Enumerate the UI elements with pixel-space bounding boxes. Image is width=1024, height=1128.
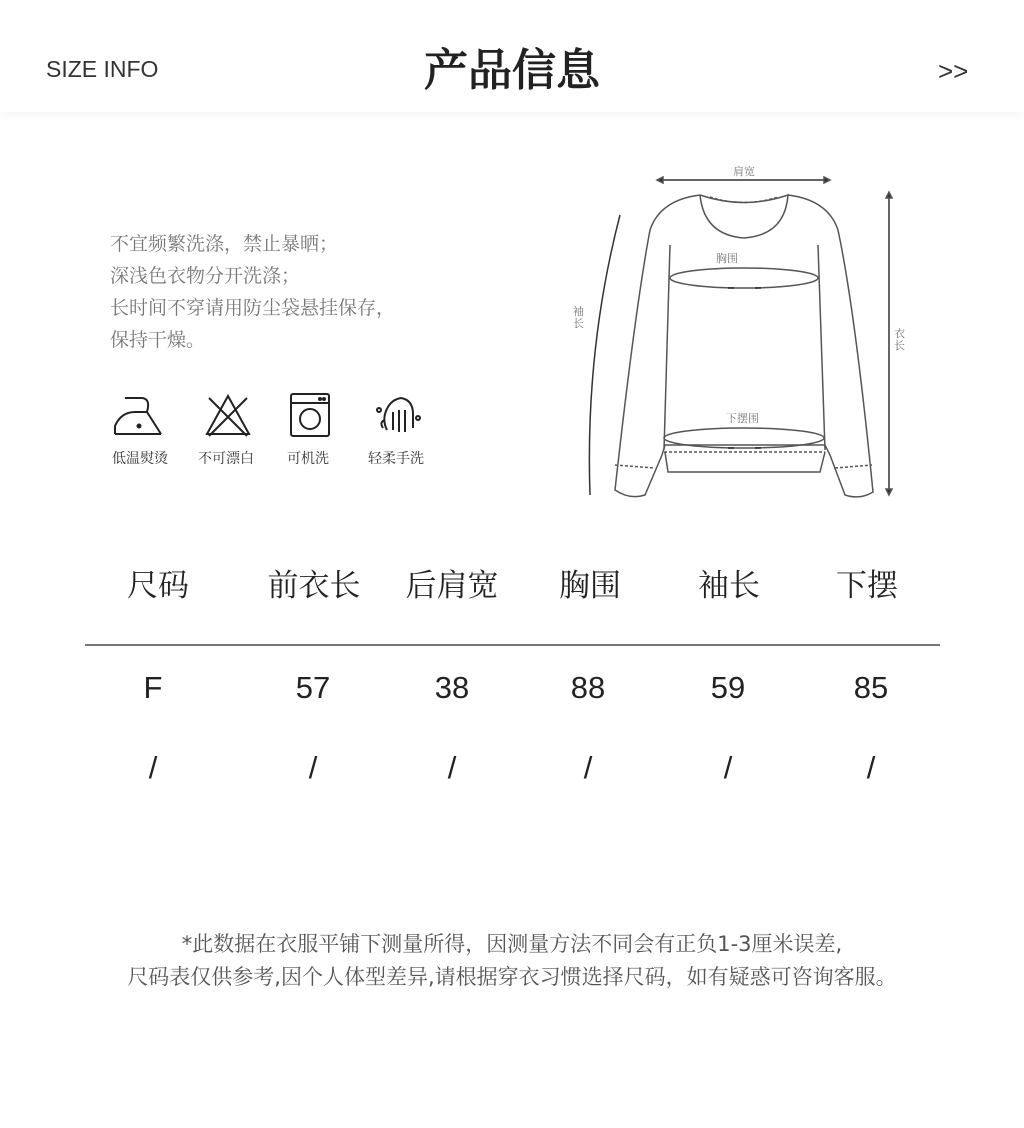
more-arrows: >> bbox=[938, 56, 969, 86]
table-cell: 85 bbox=[853, 670, 889, 705]
care-line: 长时间不穿请用防尘袋悬挂保存， bbox=[110, 297, 396, 319]
table-cell: / bbox=[866, 750, 876, 785]
hem-label: 下摆围 bbox=[726, 412, 759, 425]
care-instructions bbox=[110, 228, 395, 356]
table-cell: / bbox=[308, 750, 318, 785]
table-cell: / bbox=[148, 750, 158, 785]
table-cell: F bbox=[143, 670, 163, 705]
table-cell: / bbox=[723, 750, 733, 785]
table-header: 袖长 bbox=[698, 568, 760, 604]
table-cell: 88 bbox=[570, 670, 606, 705]
table-header: 尺码 bbox=[127, 568, 189, 604]
table-cell: 59 bbox=[710, 670, 746, 705]
care-icon-label: 轻柔手洗 bbox=[368, 451, 424, 467]
care-line: 保持干燥。 bbox=[110, 329, 206, 351]
machine-wash-icon bbox=[285, 392, 335, 438]
care-line: 深浅色衣物分开洗涤； bbox=[110, 265, 301, 287]
page-title: 产品信息 bbox=[424, 45, 600, 96]
no-bleach-icon bbox=[203, 392, 253, 438]
iron-low-temp-icon bbox=[113, 392, 163, 438]
measurement-note: *此数据在衣服平铺下测量所得，因测量方法不同会有正负1-3厘米误差, bbox=[181, 932, 843, 956]
sweater-diagram bbox=[580, 150, 910, 510]
table-cell: 38 bbox=[434, 670, 470, 705]
shoulder-label: 肩宽 bbox=[733, 165, 755, 178]
care-line: 不宜频繁洗涤，禁止暴晒； bbox=[110, 233, 339, 255]
care-icon-label: 可机洗 bbox=[287, 451, 329, 467]
table-header: 后肩宽 bbox=[405, 568, 499, 604]
size-info-label: SIZE INFO bbox=[46, 56, 159, 82]
hand-wash-icon bbox=[373, 392, 423, 438]
table-cell: / bbox=[583, 750, 593, 785]
care-icon-label: 低温熨烫 bbox=[112, 451, 168, 467]
table-cell: 57 bbox=[295, 670, 331, 705]
chest-label: 胸围 bbox=[716, 252, 738, 265]
table-divider bbox=[85, 644, 940, 646]
measurement-note: 尺码表仅供参考,因个人体型差异,请根据穿衣习惯选择尺码，如有疑惑可咨询客服。 bbox=[127, 965, 897, 989]
care-icon-label: 不可漂白 bbox=[198, 451, 254, 467]
table-header: 下摆 bbox=[836, 568, 898, 604]
sleeve-label: 袖长 bbox=[573, 305, 584, 330]
table-header: 胸围 bbox=[559, 568, 621, 604]
table-header: 前衣长 bbox=[267, 568, 361, 604]
length-label: 衣长 bbox=[894, 327, 905, 352]
table-cell: / bbox=[447, 750, 457, 785]
